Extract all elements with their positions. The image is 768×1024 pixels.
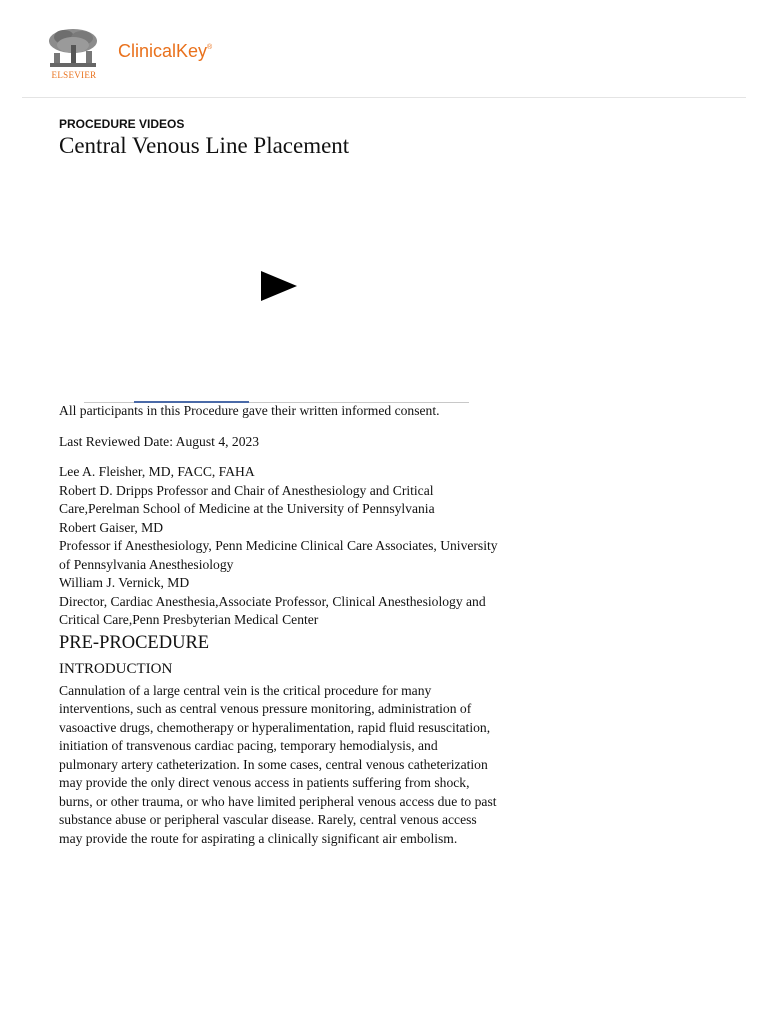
article-body	[59, 402, 499, 848]
play-button[interactable]	[259, 269, 299, 303]
brand-name: ClinicalKey	[118, 41, 208, 61]
consent-statement: All participants in this Procedure gave their written informed consent.	[59, 403, 440, 418]
registered-mark: ®	[207, 44, 213, 51]
video-player[interactable]	[59, 166, 469, 404]
header-divider	[22, 97, 746, 98]
author-name: Robert Gaiser, MD	[59, 519, 164, 535]
introduction-heading: INTRODUCTION	[59, 660, 173, 677]
author-name: Lee A. Fleisher, MD, FACC, FAHA	[59, 464, 255, 479]
elsevier-tree-icon	[44, 27, 102, 69]
introduction-paragraph: Cannulation of a large central vein is the critical procedure for many interventions, such as central venous pressure monitoring, administration of vasoactive drugs, chemotherapy or hyperalimentation, rapid fluid resuscitation, initiation of transvenous cardiac pacing, temporary hemodialysis, and pulmonary artery catheterization. In some cases, central venous catheterization may provide the only direct venous access in patients suffering from shock, burns, or other trauma, or who have limited peripheral venous access due to past substance abuse or peripheral vascular disease. Rarely, central venous access may provide the route for aspirating a clinically significant air embolism.	[59, 682, 497, 846]
section-label: PROCEDURE VIDEOS	[59, 117, 185, 131]
author-affiliation: Director, Cardiac Anesthesia,Associate Professor, Clinical Anesthesiology and Critical Care,Penn Presbyterian Medical Center	[59, 593, 486, 627]
elsevier-wordmark: ELSEVIER	[51, 70, 97, 80]
pre-procedure-heading: PRE-PROCEDURE	[59, 632, 210, 653]
author-affiliation: Robert D. Dripps Professor and Chair of Anesthesiology and Critical Care,Perelman School of Medicine at the University of Pennsylvania	[59, 482, 435, 516]
clinicalkey-brand[interactable]	[118, 41, 212, 62]
author-list	[59, 463, 499, 630]
author-name: William J. Vernick, MD	[59, 575, 190, 590]
play-icon	[259, 269, 299, 303]
header	[0, 0, 768, 98]
page-title: Central Venous Line Placement	[59, 133, 350, 158]
last-reviewed-date: Last Reviewed Date: August 4, 2023	[59, 433, 260, 449]
author-affiliation: Professor if Anesthesiology, Penn Medicine Clinical Care Associates, University of Pennsylvania Anesthesiology	[59, 538, 498, 572]
